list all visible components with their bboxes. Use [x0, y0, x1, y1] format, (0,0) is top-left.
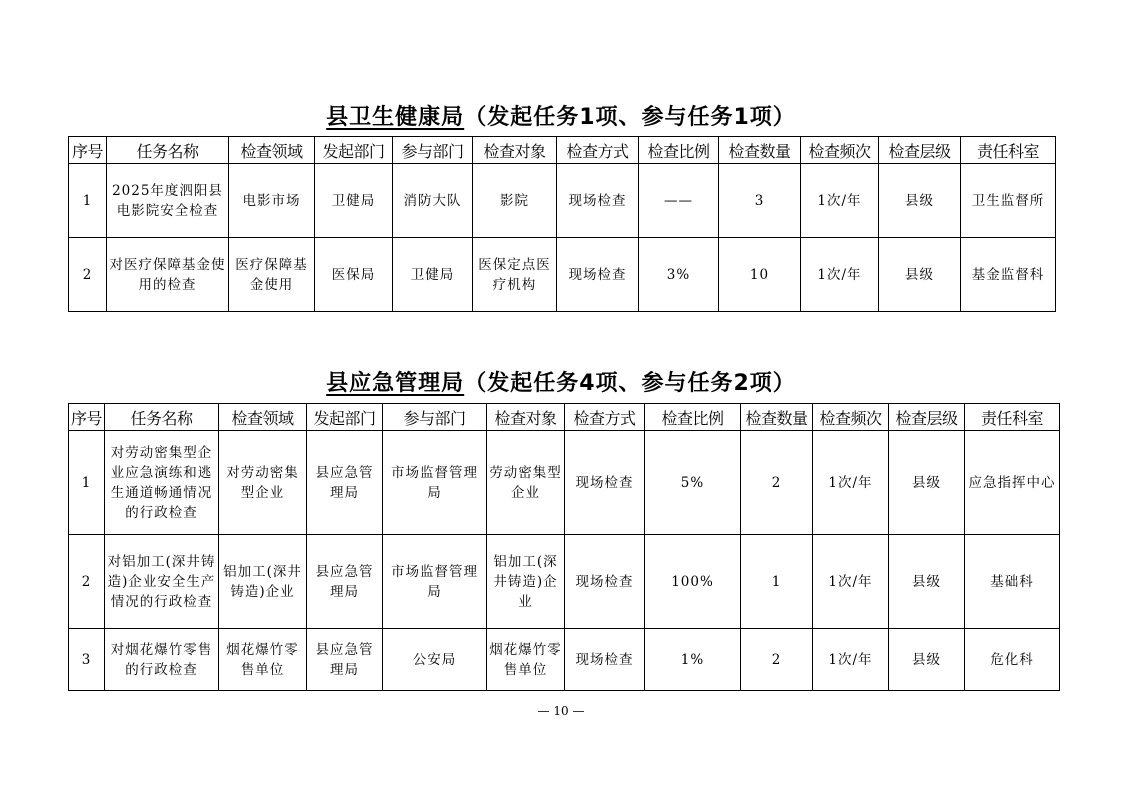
cell-object: 医保定点医疗机构	[473, 238, 557, 312]
cell-frequency: 1次/年	[813, 535, 889, 629]
task-table-health	[68, 136, 1056, 312]
header-cell: 责任科室	[961, 137, 1056, 164]
cell-field: 对劳动密集型企业	[219, 431, 307, 535]
cell-method: 现场检查	[565, 431, 645, 535]
cell-no: 3	[69, 629, 105, 691]
cell-level: 县级	[879, 164, 961, 238]
cell-count: 2	[741, 431, 813, 535]
table-row	[69, 535, 1060, 629]
section-title-health	[0, 100, 1122, 131]
cell-participant: 消防大队	[393, 164, 473, 238]
cell-participant: 市场监督管理局	[383, 431, 487, 535]
table-row	[69, 164, 1056, 238]
cell-frequency: 1次/年	[813, 629, 889, 691]
cell-object: 烟花爆竹零售单位	[487, 629, 565, 691]
cell-count: 3	[719, 164, 801, 238]
page-number: — 10 —	[537, 704, 585, 718]
cell-no: 1	[69, 431, 105, 535]
header-cell: 检查数量	[741, 404, 813, 431]
header-cell: 检查数量	[719, 137, 801, 164]
cell-no: 1	[69, 164, 107, 238]
section-summary: （发起任务1项、参与任务1项）	[464, 105, 796, 130]
cell-count: 10	[719, 238, 801, 312]
cell-ratio: 1%	[645, 629, 741, 691]
cell-field: 铝加工(深井铸造)企业	[219, 535, 307, 629]
cell-ratio: ——	[639, 164, 719, 238]
cell-task-name: 2025年度泗阳县电影院安全检查	[107, 164, 229, 238]
section-title-emergency	[0, 366, 1122, 397]
task-table-emergency	[68, 403, 1060, 691]
header-cell: 检查比例	[645, 404, 741, 431]
cell-no: 2	[69, 238, 107, 312]
header-cell: 序号	[69, 404, 105, 431]
header-cell: 任务名称	[107, 137, 229, 164]
header-cell: 检查频次	[801, 137, 879, 164]
cell-initiator: 医保局	[315, 238, 393, 312]
section-summary: （发起任务4项、参与任务2项）	[464, 371, 796, 396]
cell-office: 应急指挥中心	[965, 431, 1060, 535]
cell-method: 现场检查	[557, 238, 639, 312]
header-cell: 检查领域	[219, 404, 307, 431]
cell-level: 县级	[879, 238, 961, 312]
header-cell: 任务名称	[105, 404, 219, 431]
header-cell: 发起部门	[315, 137, 393, 164]
cell-count: 2	[741, 629, 813, 691]
header-cell: 参与部门	[393, 137, 473, 164]
cell-participant: 市场监督管理局	[383, 535, 487, 629]
cell-method: 现场检查	[565, 629, 645, 691]
cell-task-name: 对劳动密集型企业应急演练和逃生通道畅通情况的行政检查	[105, 431, 219, 535]
header-cell: 检查层级	[879, 137, 961, 164]
cell-field: 烟花爆竹零售单位	[219, 629, 307, 691]
section-agency: 县卫生健康局	[326, 105, 465, 130]
table-row	[69, 238, 1056, 312]
cell-office: 基金监督科	[961, 238, 1056, 312]
header-cell: 检查领域	[229, 137, 315, 164]
table-row	[69, 431, 1060, 535]
cell-participant: 卫健局	[393, 238, 473, 312]
cell-field: 医疗保障基金使用	[229, 238, 315, 312]
cell-method: 现场检查	[565, 535, 645, 629]
cell-no: 2	[69, 535, 105, 629]
cell-count: 1	[741, 535, 813, 629]
cell-office: 危化科	[965, 629, 1060, 691]
cell-task-name: 对医疗保障基金使用的检查	[107, 238, 229, 312]
header-cell: 参与部门	[383, 404, 487, 431]
cell-initiator: 县应急管理局	[307, 535, 383, 629]
cell-office: 卫生监督所	[961, 164, 1056, 238]
cell-field: 电影市场	[229, 164, 315, 238]
cell-frequency: 1次/年	[801, 164, 879, 238]
header-cell: 检查频次	[813, 404, 889, 431]
cell-object: 影院	[473, 164, 557, 238]
header-cell: 序号	[69, 137, 107, 164]
header-cell: 检查方式	[565, 404, 645, 431]
cell-ratio: 100%	[645, 535, 741, 629]
header-cell: 检查层级	[889, 404, 965, 431]
table-header-row	[69, 137, 1056, 164]
cell-participant: 公安局	[383, 629, 487, 691]
cell-task-name: 对烟花爆竹零售的行政检查	[105, 629, 219, 691]
table-header-row	[69, 404, 1060, 431]
cell-object: 劳动密集型企业	[487, 431, 565, 535]
cell-level: 县级	[889, 629, 965, 691]
cell-method: 现场检查	[557, 164, 639, 238]
header-cell: 检查方式	[557, 137, 639, 164]
header-cell: 检查比例	[639, 137, 719, 164]
header-cell: 检查对象	[487, 404, 565, 431]
header-cell: 发起部门	[307, 404, 383, 431]
cell-task-name: 对铝加工(深井铸造)企业安全生产情况的行政检查	[105, 535, 219, 629]
cell-object: 铝加工(深井铸造)企业	[487, 535, 565, 629]
cell-initiator: 县应急管理局	[307, 431, 383, 535]
cell-initiator: 卫健局	[315, 164, 393, 238]
cell-ratio: 5%	[645, 431, 741, 535]
cell-initiator: 县应急管理局	[307, 629, 383, 691]
cell-frequency: 1次/年	[813, 431, 889, 535]
cell-office: 基础科	[965, 535, 1060, 629]
cell-level: 县级	[889, 535, 965, 629]
header-cell: 检查对象	[473, 137, 557, 164]
cell-frequency: 1次/年	[801, 238, 879, 312]
cell-ratio: 3%	[639, 238, 719, 312]
section-agency: 县应急管理局	[326, 371, 465, 396]
header-cell: 责任科室	[965, 404, 1060, 431]
cell-level: 县级	[889, 431, 965, 535]
table-row	[69, 629, 1060, 691]
